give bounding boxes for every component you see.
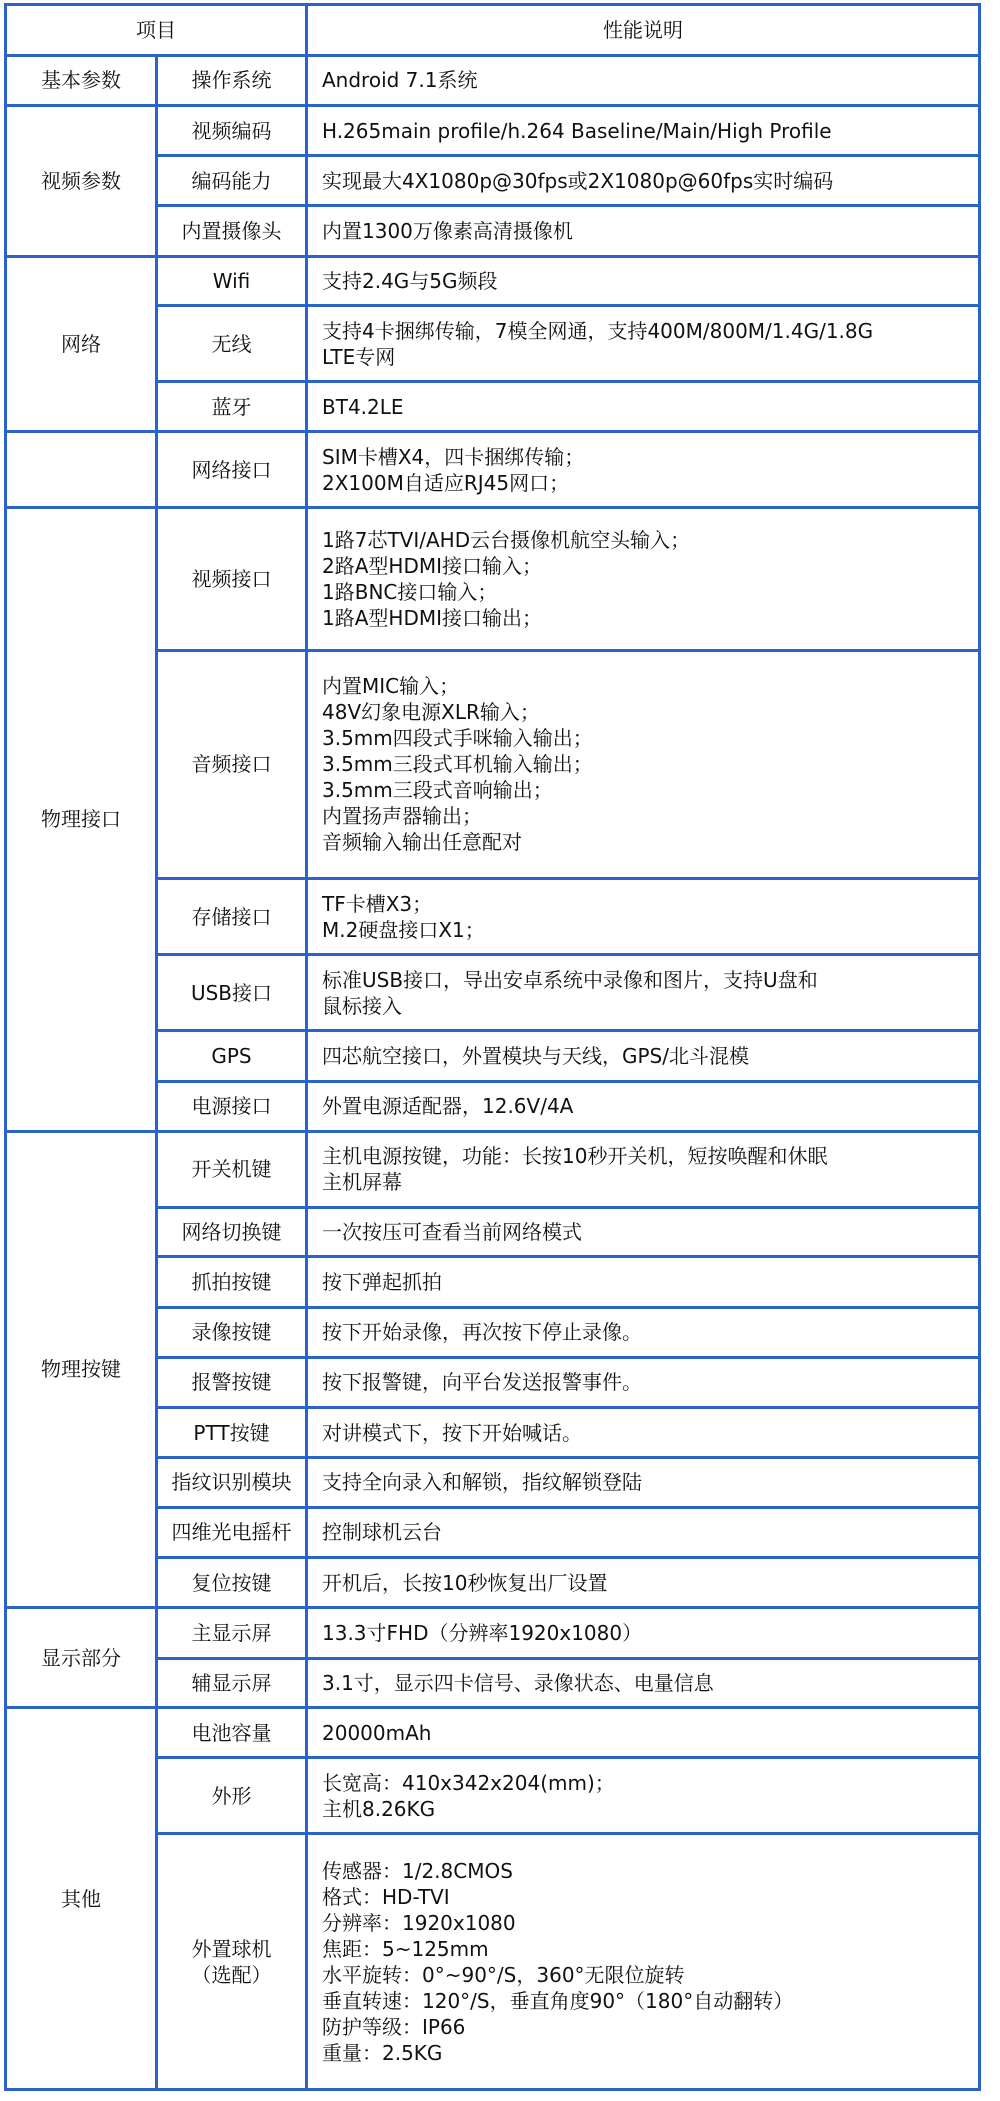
- item-cell: [157, 1031, 307, 1082]
- item-label: 录像按键: [191, 1320, 272, 1345]
- category-cell: 基本参数: [6, 56, 157, 106]
- item-cell: [157, 382, 307, 432]
- description-cell: [307, 1131, 980, 1207]
- item-label: 复位按键: [191, 1570, 272, 1595]
- item-cell: [157, 206, 307, 257]
- item-label: 开关机键: [191, 1157, 272, 1182]
- description-line: 传感器：1/2.8CMOS: [322, 1858, 513, 1883]
- description-line: 13.3寸FHD（分辨率1920x1080）: [322, 1620, 643, 1645]
- item-label: 存储接口: [191, 904, 272, 929]
- item-label: 外置球机: [191, 1936, 272, 1961]
- item-cell: [157, 1607, 307, 1658]
- item-label: （选配）: [191, 1962, 272, 1987]
- description-line: 控制球机云台: [322, 1520, 442, 1545]
- description-line: 20000mAh: [322, 1720, 432, 1745]
- description-cell: [307, 650, 980, 878]
- item-cell: [157, 1257, 307, 1308]
- description-cell: [307, 1081, 980, 1131]
- item-label: GPS: [211, 1043, 252, 1068]
- description-line: 重量：2.5KG: [322, 2040, 443, 2065]
- description-cell: [307, 879, 980, 955]
- description-cell: [307, 206, 980, 257]
- item-cell: [157, 1307, 307, 1357]
- description-line: 焦距：5~125mm: [322, 1936, 489, 1961]
- item-label: 外形: [211, 1783, 252, 1808]
- item-label: 抓拍按键: [191, 1270, 272, 1295]
- item-label: 主显示屏: [191, 1620, 272, 1645]
- item-cell: [157, 650, 307, 878]
- spec-table: [4, 3, 981, 2091]
- description-line: 开机后，长按10秒恢复出厂设置: [322, 1570, 608, 1595]
- description-cell: [307, 1357, 980, 1408]
- description-line: 主机8.26KG: [322, 1796, 436, 1821]
- description-line: LTE专网: [322, 344, 396, 369]
- description-cell: [307, 56, 980, 106]
- item-label: 网络接口: [191, 457, 272, 482]
- description-line: 支持全向录入和解锁，指纹解锁登陆: [322, 1470, 642, 1495]
- description-cell: [307, 1257, 980, 1308]
- table-row: [6, 1607, 980, 1658]
- item-cell: [157, 1357, 307, 1408]
- description-line: 3.1寸，显示四卡信号、录像状态、电量信息: [322, 1670, 714, 1695]
- description-line: 支持2.4G与5G频段: [322, 269, 498, 294]
- item-cell: [157, 1207, 307, 1257]
- description-line: 2路A型HDMI接口输入；: [322, 553, 542, 578]
- description-line: 格式：HD-TVI: [322, 1884, 450, 1909]
- item-label: 视频编码: [191, 118, 272, 143]
- description-line: 外置电源适配器，12.6V/4A: [322, 1094, 574, 1119]
- description-cell: [307, 382, 980, 432]
- description-line: 内置扬声器输出；: [322, 804, 482, 829]
- description-cell: [307, 1457, 980, 1507]
- description-line: 主机屏幕: [322, 1170, 402, 1195]
- item-label: 报警按键: [191, 1370, 272, 1395]
- description-line: 对讲模式下，按下开始喊话。: [322, 1420, 582, 1445]
- item-cell: [157, 1757, 307, 1833]
- description-line: M.2硬盘接口X1；: [322, 917, 485, 942]
- description-cell: [307, 432, 980, 508]
- category-cell: 网络: [6, 256, 157, 431]
- item-cell: [157, 879, 307, 955]
- category-cell: 其他: [6, 1708, 157, 2090]
- description-cell: [307, 1658, 980, 1708]
- item-label: 电源接口: [191, 1094, 272, 1119]
- description-line: 1路BNC接口输入；: [322, 579, 498, 604]
- item-label: USB接口: [190, 980, 273, 1005]
- description-line: 内置1300万像素高清摄像机: [322, 218, 573, 243]
- item-cell: [157, 1081, 307, 1131]
- description-line: 音频输入输出任意配对: [322, 830, 522, 855]
- description-cell: [307, 256, 980, 306]
- item-label: 网络切换键: [181, 1219, 282, 1244]
- item-cell: [157, 1558, 307, 1608]
- description-line: BT4.2LE: [322, 394, 404, 419]
- description-line: 长宽高：410x342x204(mm)；: [322, 1770, 615, 1795]
- description-cell: [307, 1834, 980, 2090]
- item-label: 四维光电摇杆: [171, 1520, 292, 1545]
- item-cell: [157, 1131, 307, 1207]
- item-label: Wifi: [212, 269, 251, 294]
- table-row: [6, 1708, 980, 1758]
- description-line: 支持4卡捆绑传输，7模全网通，支持400M/800M/1.4G/1.8G: [322, 318, 874, 343]
- description-line: 按下弹起抓拍: [322, 1270, 442, 1295]
- category-cell: 物理接口: [6, 508, 157, 1131]
- spec-body: [6, 56, 980, 2090]
- description-cell: [307, 1708, 980, 1758]
- description-line: 1路A型HDMI接口输出；: [322, 605, 542, 630]
- description-cell: [307, 306, 980, 382]
- item-cell: [157, 1507, 307, 1558]
- item-cell: [157, 432, 307, 508]
- item-label: 操作系统: [191, 68, 272, 93]
- table-row: [6, 56, 980, 106]
- item-label: PTT按键: [193, 1420, 270, 1445]
- header-description: 性能说明: [307, 5, 980, 56]
- description-cell: [307, 156, 980, 206]
- table-row: [6, 432, 980, 508]
- description-cell: [307, 1558, 980, 1608]
- item-label: 视频接口: [191, 566, 272, 591]
- header-row: [6, 5, 980, 56]
- item-cell: [157, 1834, 307, 2090]
- description-line: TF卡槽X3；: [322, 891, 433, 916]
- category-cell: 显示部分: [6, 1607, 157, 1707]
- table-row: [6, 105, 980, 156]
- category-cell: [6, 432, 157, 508]
- item-cell: [157, 955, 307, 1031]
- description-line: 按下报警键，向平台发送报警事件。: [322, 1370, 642, 1395]
- description-line: 主机电源按键，功能：长按10秒开关机，短按唤醒和休眠: [322, 1144, 828, 1169]
- description-line: Android 7.1系统: [322, 68, 478, 93]
- description-line: 内置MIC输入；: [322, 674, 460, 699]
- item-cell: [157, 256, 307, 306]
- description-cell: [307, 1607, 980, 1658]
- description-line: 3.5mm三段式耳机输入输出；: [322, 752, 593, 777]
- description-line: 48V幻象电源XLR输入；: [322, 700, 540, 725]
- description-line: 防护等级：IP66: [322, 2014, 466, 2039]
- category-cell: 视频参数: [6, 105, 157, 256]
- description-cell: [307, 105, 980, 156]
- description-cell: [307, 955, 980, 1031]
- table-row: [6, 256, 980, 306]
- table-row: [6, 1131, 980, 1207]
- item-label: 编码能力: [191, 168, 272, 193]
- description-line: 一次按压可查看当前网络模式: [322, 1219, 582, 1244]
- item-cell: [157, 508, 307, 651]
- item-cell: [157, 1408, 307, 1458]
- item-cell: [157, 156, 307, 206]
- description-line: 2X100M自适应RJ45网口；: [322, 470, 570, 495]
- description-cell: [307, 1031, 980, 1082]
- description-cell: [307, 508, 980, 651]
- table-row: [6, 508, 980, 651]
- item-label: 辅显示屏: [191, 1670, 272, 1695]
- description-line: H.265main profile/h.264 Baseline/Main/High Profile: [322, 118, 832, 143]
- header-item: 项目: [6, 5, 307, 56]
- description-line: SIM卡槽X4，四卡捆绑传输；: [322, 444, 585, 469]
- category-cell: 物理按键: [6, 1131, 157, 1607]
- item-label: 电池容量: [191, 1720, 272, 1745]
- description-line: 鼠标接入: [322, 993, 402, 1018]
- description-line: 按下开始录像，再次按下停止录像。: [322, 1320, 642, 1345]
- description-line: 3.5mm三段式音响输出；: [322, 778, 553, 803]
- description-line: 垂直转速：120°/S，垂直角度90°（180°自动翻转）: [322, 1988, 794, 2013]
- item-cell: [157, 56, 307, 106]
- description-line: 1路7芯TVI/AHD云台摄像机航空头输入；: [322, 527, 691, 552]
- description-line: 标准USB接口，导出安卓系统中录像和图片，支持U盘和: [322, 967, 818, 992]
- item-cell: [157, 1708, 307, 1758]
- description-cell: [307, 1207, 980, 1257]
- description-line: 水平旋转：0°~90°/S，360°无限位旋转: [322, 1962, 685, 1987]
- item-cell: [157, 306, 307, 382]
- item-cell: [157, 1457, 307, 1507]
- description-cell: [307, 1507, 980, 1558]
- description-cell: [307, 1408, 980, 1458]
- description-cell: [307, 1307, 980, 1357]
- item-label: 无线: [211, 331, 252, 356]
- description-line: 实现最大4X1080p@30fps或2X1080p@60fps实时编码: [322, 168, 834, 193]
- description-line: 分辨率：1920x1080: [322, 1910, 516, 1935]
- item-label: 指纹识别模块: [171, 1470, 292, 1495]
- description-line: 四芯航空接口，外置模块与天线，GPS/北斗混模: [322, 1043, 749, 1068]
- item-cell: [157, 1658, 307, 1708]
- description-line: 3.5mm四段式手咪输入输出；: [322, 726, 593, 751]
- item-cell: [157, 105, 307, 156]
- description-cell: [307, 1757, 980, 1833]
- item-label: 蓝牙: [211, 394, 252, 419]
- item-label: 音频接口: [191, 752, 272, 777]
- item-label: 内置摄像头: [181, 218, 282, 243]
